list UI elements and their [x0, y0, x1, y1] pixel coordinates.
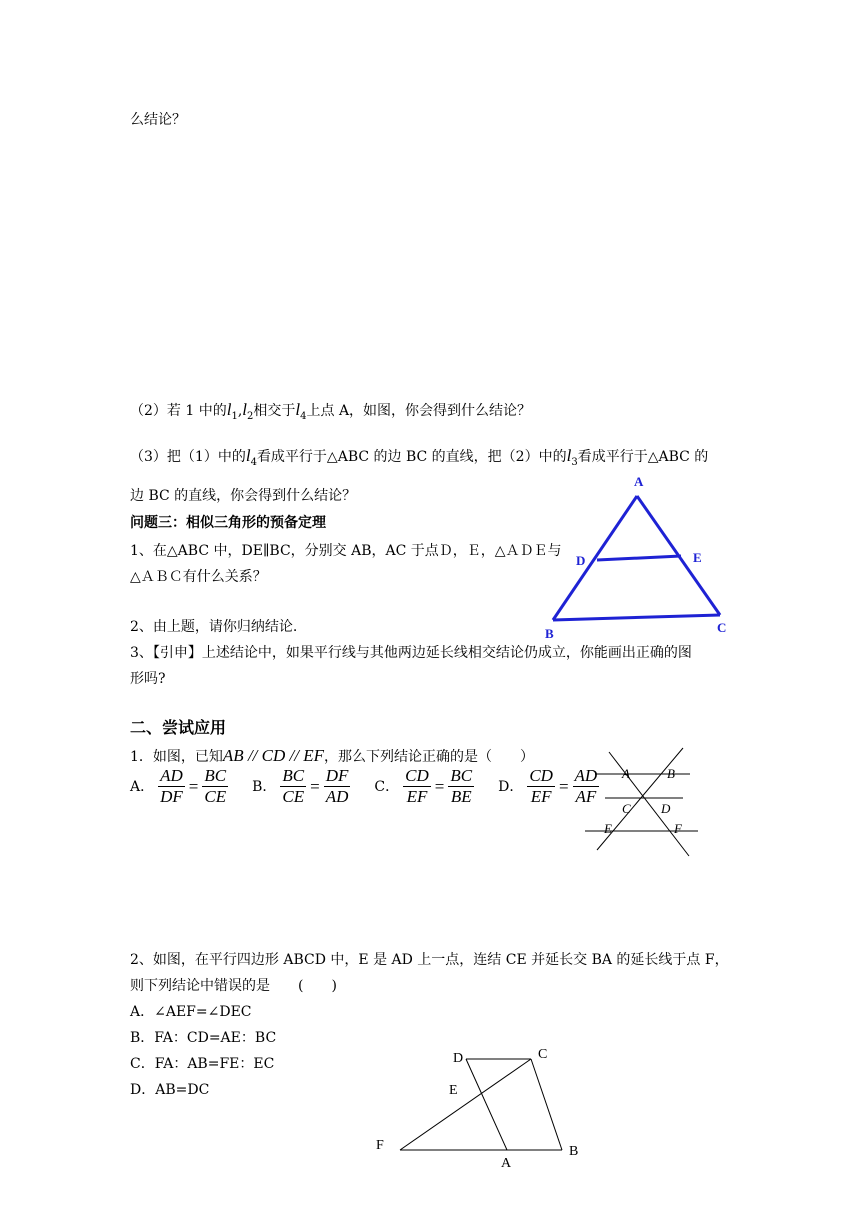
ex1-option-c: C． $\frac{CD}{EF}$ = $\frac{BC}{BE}$ [374, 766, 473, 806]
ex1-label-f: F [674, 821, 682, 836]
p3-item3a: 3、【引申】上述结论中，如果平行线与其他两边延长线相交结论仍成立，你能画出正确的图 [130, 645, 692, 661]
problem3-title: 问题三：相似三角形的预备定理 [130, 515, 326, 531]
tri-label-e: E [693, 550, 702, 565]
ex1-label-c: C [622, 801, 631, 816]
exercise1-options [130, 766, 623, 807]
ex2-option-d: D．AB=DC [130, 1082, 210, 1098]
p3-item1b: △ＡＢＣ有什么关系？ [130, 569, 267, 585]
ex1-label-a: A [622, 766, 630, 781]
tri-label-a: A [634, 474, 644, 489]
ex2-label-e: E [449, 1083, 458, 1098]
exercise2-line2: 则下列结论中错误的是 ( ) [130, 978, 337, 994]
ex2-figure [370, 1040, 590, 1175]
ex2-option-b: B．FA：CD=AE：BC [130, 1030, 277, 1046]
ex2-option-a: A．∠AEF=∠DEC [130, 1004, 252, 1020]
ex2-label-f: F [376, 1138, 384, 1153]
ex2-label-d: D [453, 1051, 464, 1066]
ex2-label-a: A [501, 1156, 512, 1171]
question-2: （2）若 1 中的$l_1,l_2$相交于$l_4$上点 A，如图，你会得到什么结论？ [130, 400, 532, 422]
ex2-label-b: B [569, 1144, 579, 1159]
ex2-label-c: C [538, 1047, 548, 1062]
ex1-label-b: B [667, 766, 675, 781]
intro-tail: 么结论？ [130, 112, 186, 128]
triangle-figure [530, 470, 750, 645]
ex1-label-d: D [661, 801, 671, 816]
tri-label-c: C [717, 620, 727, 635]
ex2-option-c: C．FA：AB=FE：EC [130, 1056, 275, 1072]
ex1-label-e: E [604, 821, 612, 836]
p3-item2: 2、由上题，请你归纳结论. [130, 619, 298, 635]
ex1-option-b: B． $\frac{BC}{CE}$ = $\frac{DF}{AD}$ [252, 766, 349, 806]
tri-label-d: D [576, 553, 586, 568]
ex1-figure [585, 742, 710, 862]
p3-item3b: 形吗? [130, 671, 166, 687]
ex1-option-a: A． $\frac{AD}{DF}$ = $\frac{BC}{CE}$ [130, 766, 227, 806]
question-3-cont: 边 BC 的直线，你会得到什么结论？ [130, 488, 357, 504]
p3-item1a: 1、在△ABC 中，DE∥BC，分别交 AB，AC 于点Ｄ，Ｅ，△ＡＤＥ与 [130, 543, 562, 559]
tri-label-b: B [545, 626, 554, 641]
exercise1-stem: 1．如图，已知AB // CD // EF，那么下列结论正确的是（ ） [130, 746, 534, 765]
section2-title: 二、尝试应用 [130, 718, 227, 737]
ex1-option-d: D． $\frac{CD}{EF}$ = $\frac{AD}{AF}$ [498, 766, 598, 806]
question-3: （3）把（1）中的$l_4$看成平行于△ABC 的边 BC 的直线，把（2）中的$l_3$看成平行于△ABC 的 [130, 446, 709, 468]
exercise2-line1: 2、如图，在平行四边形 ABCD 中，E 是 AD 上一点，连结 CE 并延长交 BA 的延长线于点 F， [130, 952, 729, 968]
